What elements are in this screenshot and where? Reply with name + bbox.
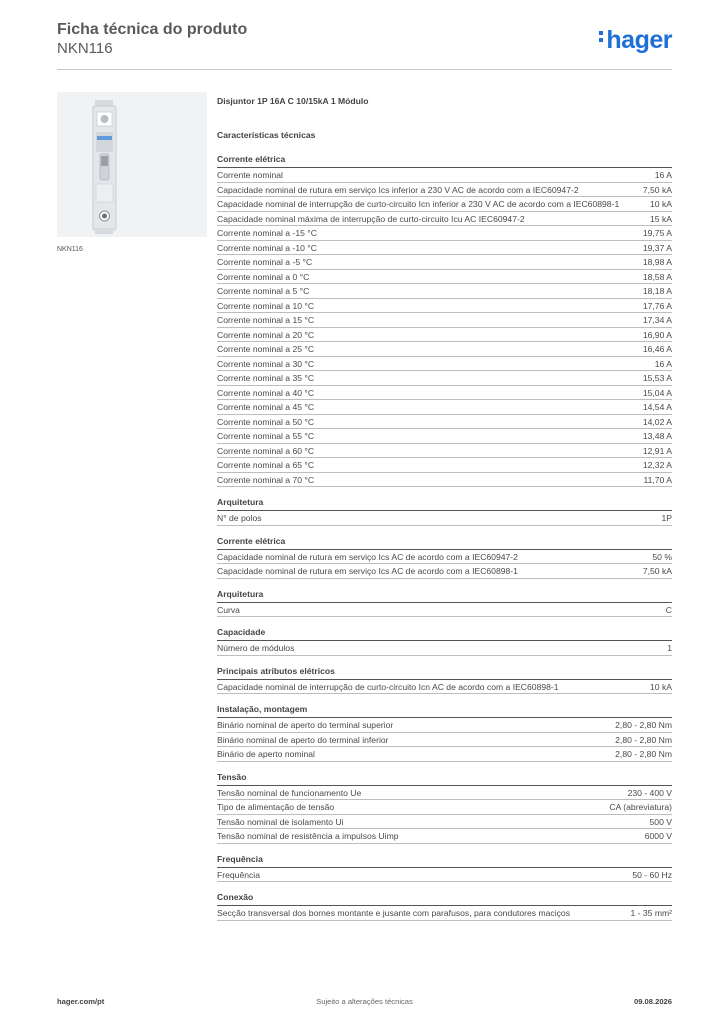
spec-value: CA (abreviatura) (609, 802, 672, 812)
spec-section (217, 666, 672, 695)
spec-label: Frequência (217, 869, 260, 880)
spec-value: 14,02 A (642, 416, 672, 427)
spec-section (217, 854, 672, 883)
spec-value: 18,18 A (642, 286, 672, 296)
spec-label: Corrente nominal a 55 °C (217, 431, 315, 441)
spec-value: 17,34 A (642, 315, 672, 325)
spec-value: 13,48 A (642, 431, 672, 441)
spec-row (217, 241, 672, 256)
spec-row (217, 550, 672, 565)
spec-value: C (665, 604, 672, 615)
product-image-caption: NKN116 (57, 246, 83, 253)
spec-label: Corrente nominal a 35 °C (217, 373, 315, 383)
spec-row (217, 255, 672, 270)
spec-label: Secção transversal dos bornes montante e jusante com parafusos, para condutores maciços (217, 908, 571, 918)
spec-label: Corrente nominal a -10 °C (217, 242, 317, 253)
spec-value: 50 % (652, 551, 672, 562)
spec-value: 1P (661, 513, 672, 523)
spec-label: Corrente nominal a 50 °C (217, 416, 315, 427)
spec-row (217, 299, 672, 314)
spec-value: 19,75 A (642, 228, 672, 238)
spec-label: Corrente nominal (217, 170, 283, 180)
spec-value: 2,80 - 2,80 Nm (615, 734, 672, 745)
spec-row (217, 168, 672, 183)
spec-row (217, 800, 672, 815)
spec-value: 18,98 A (642, 257, 672, 267)
spec-row (217, 680, 672, 695)
spec-value: 18,58 A (642, 271, 672, 282)
spec-value: 11,70 A (643, 474, 672, 485)
spec-value: 230 - 400 V (627, 787, 672, 798)
circuit-breaker-image (57, 92, 207, 237)
spec-section (217, 536, 672, 579)
spec-value: 14,54 A (642, 402, 672, 412)
spec-row (217, 718, 672, 733)
tech-characteristics-title: Características técnicas (217, 130, 316, 140)
section-title: Corrente elétrica (217, 536, 672, 550)
spec-value: 16,90 A (642, 329, 672, 340)
spec-label: Curva (217, 604, 240, 615)
footer-disclaimer: Sujeito a alterações técnicas (316, 997, 413, 1006)
spec-label: Corrente nominal a -15 °C (217, 228, 317, 238)
spec-value: 12,32 A (642, 460, 672, 470)
section-title: Capacidade (217, 627, 672, 641)
spec-value: 15,04 A (642, 387, 672, 398)
spec-value: 6000 V (644, 831, 672, 841)
spec-label: Tensão nominal de funcionamento Ue (217, 787, 362, 798)
spec-label: Corrente nominal a 15 °C (217, 315, 315, 325)
spec-label: Capacidade nominal de rutura em serviço Ics AC de acordo com a IEC60898-1 (217, 566, 518, 576)
spec-label: Corrente nominal a 60 °C (217, 445, 315, 456)
spec-section (217, 772, 672, 844)
spec-row (217, 386, 672, 401)
section-title: Arquitetura (217, 497, 672, 511)
spec-section (217, 892, 672, 921)
section-title: Tensão (217, 772, 672, 786)
spec-label: Corrente nominal a 30 °C (217, 358, 315, 369)
section-title: Principais atributos elétricos (217, 666, 672, 680)
spec-row (217, 906, 672, 921)
circuit-breaker-icon (57, 92, 207, 237)
spec-value: 2,80 - 2,80 Nm (615, 749, 672, 759)
spec-label: Corrente nominal a 10 °C (217, 300, 315, 311)
spec-row (217, 183, 672, 198)
spec-label: Corrente nominal a 45 °C (217, 402, 315, 412)
spec-row (217, 733, 672, 748)
section-title: Arquitetura (217, 589, 672, 603)
spec-row (217, 747, 672, 762)
spec-row (217, 786, 672, 801)
spec-row (217, 868, 672, 883)
spec-label: Corrente nominal a 20 °C (217, 329, 315, 340)
section-title: Conexão (217, 892, 672, 906)
hager-logo (599, 26, 672, 55)
spec-row (217, 212, 672, 227)
spec-label: Corrente nominal a 65 °C (217, 460, 315, 470)
spec-label: Capacidade nominal de interrupção de curto-circuito Icn AC de acordo com a IEC60898-1 (217, 681, 559, 692)
spec-value: 10 kA (650, 199, 672, 209)
spec-row (217, 641, 672, 656)
spec-value: 15,53 A (642, 373, 672, 383)
spec-value: 15 kA (650, 213, 672, 224)
document-title: Ficha técnica do produto (57, 21, 248, 38)
spec-label: Tipo de alimentação de tensão (217, 802, 335, 812)
spec-section (217, 497, 672, 526)
spec-value: 12,91 A (642, 445, 672, 456)
footer-website-link[interactable]: hager.com/pt (57, 997, 105, 1006)
spec-row (217, 429, 672, 444)
spec-label: Tensão nominal de isolamento Ui (217, 816, 344, 827)
page-header (57, 20, 672, 58)
spec-row (217, 313, 672, 328)
spec-label: Corrente nominal a 0 °C (217, 271, 310, 282)
spec-section (217, 704, 672, 762)
spec-value: 2,80 - 2,80 Nm (615, 720, 672, 730)
spec-row (217, 815, 672, 830)
spec-row (217, 284, 672, 299)
spec-label: Capacidade nominal de interrupção de curto-circuito Icn inferior a 230 V AC de acordo com a IEC60898-1 (217, 199, 620, 209)
spec-row (217, 226, 672, 241)
section-title: Frequência (217, 854, 672, 868)
spec-value: 1 (667, 643, 672, 653)
spec-label: Capacidade nominal máxima de interrupção de curto-circuito Icu AC IEC60947-2 (217, 213, 525, 224)
spec-row (217, 564, 672, 579)
spec-sections (217, 154, 672, 921)
product-name: Disjuntor 1P 16A C 10/15kA 1 Módulo (217, 96, 369, 106)
spec-row (217, 342, 672, 357)
spec-content (217, 96, 672, 921)
spec-row (217, 400, 672, 415)
spec-label: Número de módulos (217, 643, 295, 653)
footer-date: 09.08.2026 (633, 997, 672, 1006)
spec-row (217, 270, 672, 285)
spec-label: Corrente nominal a -5 °C (217, 257, 313, 267)
spec-label: Corrente nominal a 25 °C (217, 344, 315, 354)
spec-value: 19,37 A (642, 242, 672, 253)
section-title: Corrente elétrica (217, 154, 672, 168)
spec-value: 16 A (654, 358, 672, 369)
spec-row (217, 415, 672, 430)
header-divider (57, 69, 672, 70)
spec-row (217, 829, 672, 844)
spec-value: 500 V (649, 816, 672, 827)
spec-row (217, 328, 672, 343)
spec-row (217, 458, 672, 473)
spec-value: 50 - 60 Hz (632, 869, 672, 880)
spec-row (217, 371, 672, 386)
spec-label: Binário de aperto nominal (217, 749, 315, 759)
spec-row (217, 197, 672, 212)
spec-label: Corrente nominal a 70 °C (217, 474, 315, 485)
spec-label: Binário nominal de aperto do terminal inferior (217, 734, 389, 745)
spec-label: N° de polos (217, 513, 262, 523)
spec-value: 16,46 A (642, 344, 672, 354)
spec-row (217, 511, 672, 526)
logo-colon-icon (599, 28, 604, 45)
spec-section (217, 627, 672, 656)
spec-label: Capacidade nominal de rutura em serviço Ics AC de acordo com a IEC60947-2 (217, 551, 518, 562)
spec-label: Tensão nominal de resistência a impulsos Uimp (217, 831, 399, 841)
section-title: Instalação, montagem (217, 704, 672, 718)
spec-row (217, 444, 672, 459)
spec-value: 10 kA (650, 681, 672, 692)
spec-value: 7,50 kA (642, 566, 672, 576)
spec-label: Capacidade nominal de rutura em serviço Ics inferior a 230 V AC de acordo com a IEC60947-2 (217, 184, 579, 195)
spec-value: 1 - 35 mm² (630, 908, 672, 918)
spec-row (217, 473, 672, 488)
spec-label: Binário nominal de aperto do terminal superior (217, 720, 394, 730)
logo-text: hager (606, 26, 672, 54)
spec-label: Corrente nominal a 40 °C (217, 387, 315, 398)
spec-value: 17,76 A (642, 300, 672, 311)
spec-value: 7,50 kA (642, 184, 672, 195)
spec-label: Corrente nominal a 5 °C (217, 286, 310, 296)
product-code: NKN116 (57, 40, 113, 57)
spec-row (217, 357, 672, 372)
spec-value: 16 A (654, 170, 672, 180)
spec-section (217, 154, 672, 487)
spec-row (217, 603, 672, 618)
spec-section (217, 589, 672, 618)
